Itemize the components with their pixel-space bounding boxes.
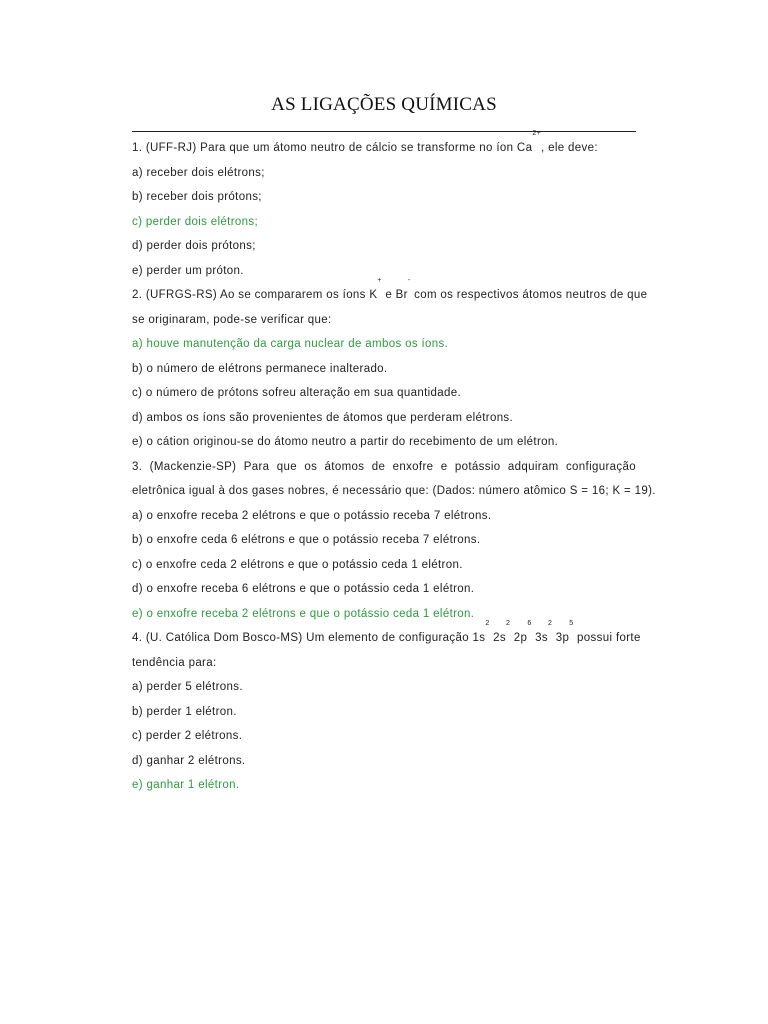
q1-option-b: b) receber dois prótons;: [132, 191, 262, 203]
q1-stem-end: , ele deve:: [541, 142, 598, 154]
q4-orbital-3s: 3s: [531, 632, 548, 644]
q4-sup-2s: 2: [506, 620, 511, 627]
q2-option-a-answer: a) houve manutenção da carga nuclear de ambos os íons.: [132, 338, 449, 350]
q3-stem-line2: eletrônica igual à dos gases nobres, é necessário que: (Dados: número atômico S = 16; K = 19).: [132, 485, 656, 497]
q2-br-charge-sup: -: [407, 277, 411, 284]
q1-stem: [132, 130, 636, 163]
questions-list: [132, 130, 656, 800]
q2-k-charge-sup: +: [377, 277, 382, 284]
q3-option-e-answer: e) o enxofre receba 2 elétrons e que o potássio ceda 1 elétron.: [132, 607, 475, 620]
q2-option-e: e) o cátion originou-se do átomo neutro a partir do recebimento de um elétron.: [132, 436, 559, 448]
q4-sup-3p: 5: [569, 620, 574, 627]
title-divider: [132, 131, 636, 132]
q2-stem-text: 2. (UFRGS-RS) Ao se compararem os íons K: [132, 289, 378, 301]
q4-orbital-2p: 2p: [510, 632, 528, 644]
document-title: AS LIGAÇÕES QUÍMICAS: [271, 94, 497, 115]
q3-option-c: c) o enxofre ceda 2 elétrons e que o potássio ceda 1 elétron.: [132, 558, 463, 571]
q3-option-a: a) o enxofre receba 2 elétrons e que o potássio receba 7 elétrons.: [132, 509, 492, 522]
q4-sup-3s: 2: [547, 620, 553, 627]
q4-stem-text: 4. (U. Católica Dom Bosco-MS) Um elemento de configuração 1s: [132, 632, 486, 644]
q1-charge-sup: 2+: [532, 130, 542, 137]
q2-stem-end: com os respectivos átomos neutros de que: [410, 289, 648, 301]
q2-stem-line2: se originaram, pode-se verificar que:: [132, 313, 332, 326]
q4-orbital-2s: 2s: [489, 632, 507, 644]
q4-stem-line2: tendência para:: [132, 656, 217, 669]
q3-option-b: b) o enxofre ceda 6 elétrons e que o potássio receba 7 elétrons.: [132, 534, 481, 546]
q1-option-a: a) receber dois elétrons;: [132, 166, 265, 179]
q4-stem-end: possui forte: [573, 632, 641, 644]
q3-option-d: d) o enxofre receba 6 elétrons e que o potássio ceda 1 elétron.: [132, 583, 475, 595]
q4-sup-1s: 2: [485, 620, 490, 627]
q2-stem-mid: e Br: [381, 289, 408, 301]
q1-option-c-answer: c) perder dois elétrons;: [132, 215, 259, 228]
q3-stem-line1: 3. (Mackenzie-SP) Para que os átomos de enxofre e potássio adquiram configuração: [132, 460, 636, 473]
q1-option-d: d) perder dois prótons;: [132, 240, 256, 252]
q4-option-d: d) ganhar 2 elétrons.: [132, 754, 246, 767]
q2-option-b: b) o número de elétrons permanece inalterado.: [132, 362, 388, 375]
q4-option-a: a) perder 5 elétrons.: [132, 681, 243, 693]
q2-option-c: c) o número de prótons sofreu alteração em sua quantidade.: [132, 387, 462, 399]
q4-option-c: c) perder 2 elétrons.: [132, 730, 243, 742]
q4-stem-line1: [132, 620, 641, 653]
q4-option-e-answer: e) ganhar 1 elétron.: [132, 779, 240, 791]
q2-stem-line1: [132, 277, 648, 310]
q1-stem-text: 1. (UFF-RJ) Para que um átomo neutro de cálcio se transforme no íon Ca: [132, 142, 533, 154]
q1-option-e: e) perder um próton.: [132, 264, 244, 277]
q4-sup-2p: 6: [527, 620, 532, 627]
q2-option-d: d) ambos os íons são provenientes de átomos que perderam elétrons.: [132, 411, 514, 424]
q4-option-b: b) perder 1 elétron.: [132, 705, 237, 718]
q4-orbital-3p: 3p: [552, 632, 570, 644]
